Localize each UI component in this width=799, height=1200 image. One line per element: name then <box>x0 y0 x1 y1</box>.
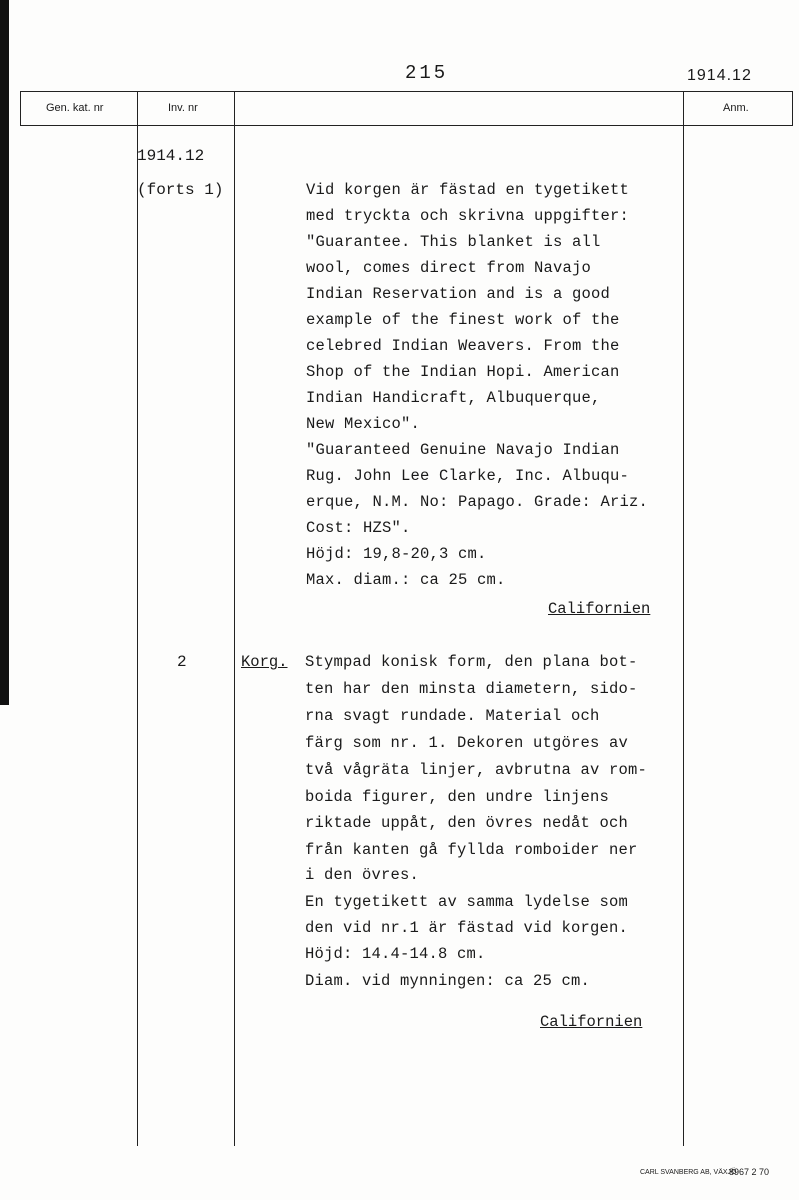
entry1-text-line: celebred Indian Weavers. From the <box>306 337 620 355</box>
printer-imprint: CARL SVANBERG AB, VÄXJÖ <box>640 1169 737 1176</box>
entry2-text-line: riktade uppåt, den övres nedåt och <box>305 814 629 832</box>
entry2-text-line: Diam. vid mynningen: ca 25 cm. <box>305 972 591 990</box>
entry2-text-line: från kanten gå fyllda romboider ner <box>305 841 638 859</box>
entry1-text-line: example of the finest work of the <box>306 311 620 329</box>
column-divider-anm <box>683 91 684 1146</box>
left-border <box>20 91 21 126</box>
entry2-text-line: Höjd: 14.4-14.8 cm. <box>305 945 486 963</box>
entry1-text-line: "Guarantee. This blanket is all <box>306 233 601 251</box>
entry2-text-line: Stympad konisk form, den plana bot- <box>305 653 638 671</box>
entry1-text-line: Höjd: 19,8-20,3 cm. <box>306 545 487 563</box>
entry1-text-line: med tryckta och skrivna uppgifter: <box>306 207 630 225</box>
entry2-text-line: En tygetikett av samma lydelse som <box>305 893 629 911</box>
entry2-number: 2 <box>177 653 187 671</box>
inventory-number: 1914.12 <box>137 147 205 165</box>
entry1-text-line: Indian Reservation and is a good <box>306 285 611 303</box>
header-reference: 1914.12 <box>687 67 752 84</box>
binding-edge <box>0 0 9 705</box>
entry2-locale: Californien <box>540 1013 643 1031</box>
entry2-text-line: i den övres. <box>305 866 420 884</box>
right-border <box>792 91 793 126</box>
page-number: 215 <box>405 62 449 84</box>
entry1-text-line: wool, comes direct from Navajo <box>306 259 592 277</box>
entry1-text-line: Max. diam.: ca 25 cm. <box>306 571 506 589</box>
table-top-rule <box>20 91 793 92</box>
column-header-anm: Anm. <box>723 102 749 114</box>
entry2-text-line: ten har den minsta diametern, sido- <box>305 680 638 698</box>
column-header-gen-kat: Gen. kat. nr <box>46 102 104 114</box>
entry2-text-line: rna svagt rundade. Material och <box>305 707 600 725</box>
column-header-inv: Inv. nr <box>168 102 198 114</box>
entry1-text-line: Shop of the Indian Hopi. American <box>306 363 620 381</box>
header-bottom-rule <box>20 125 793 126</box>
entry1-text-line: Indian Handicraft, Albuquerque, <box>306 389 601 407</box>
continued-marker: (forts 1) <box>137 181 224 199</box>
entry1-text-line: Vid korgen är fästad en tygetikett <box>306 181 630 199</box>
entry1-text-line: "Guaranteed Genuine Navajo Indian <box>306 441 620 459</box>
entry1-text-line: erque, N.M. No: Papago. Grade: Ariz. <box>306 493 649 511</box>
entry1-text-line: Rug. John Lee Clarke, Inc. Albuqu- <box>306 467 630 485</box>
entry2-text-line: den vid nr.1 är fästad vid korgen. <box>305 919 629 937</box>
entry2-object-name: Korg. <box>241 653 288 671</box>
form-number: 8967 2 70 <box>729 1167 770 1177</box>
entry1-text-line: Cost: HZS". <box>306 519 411 537</box>
entry2-text-line: färg som nr. 1. Dekoren utgöres av <box>305 734 629 752</box>
column-divider-text <box>234 91 235 1146</box>
entry1-text-line: New Mexico". <box>306 415 421 433</box>
entry2-text-line: boida figurer, den undre linjens <box>305 788 610 806</box>
entry1-locale: Californien <box>548 600 651 618</box>
entry2-text-line: två vågräta linjer, avbrutna av rom- <box>305 761 648 779</box>
column-divider-inv <box>137 91 138 1146</box>
